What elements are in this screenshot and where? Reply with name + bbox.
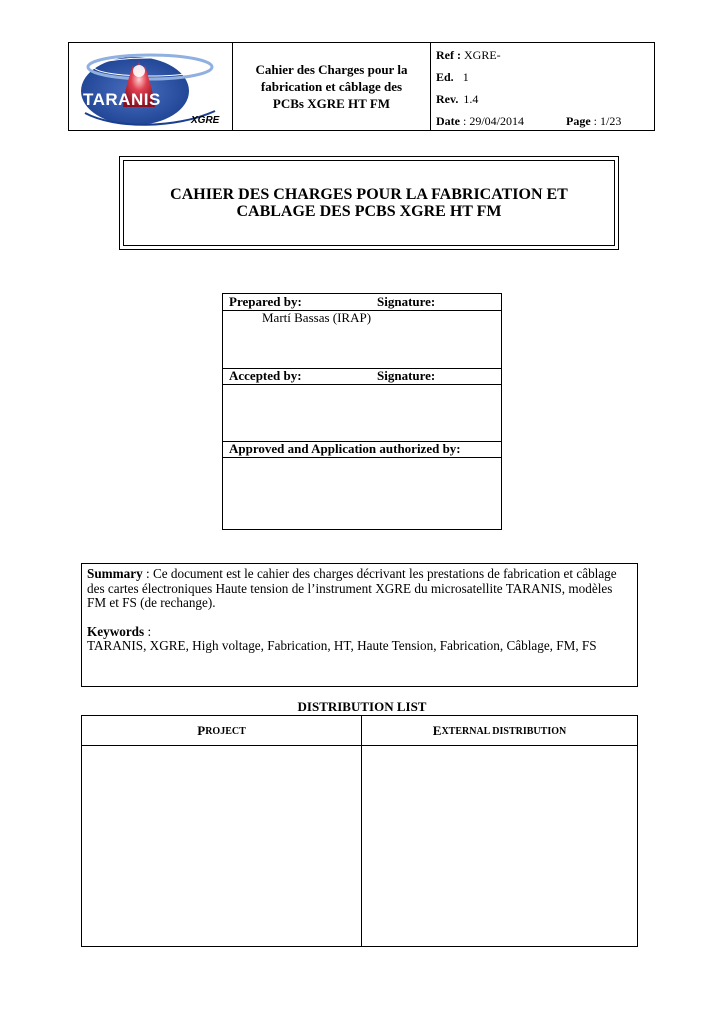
column-divider bbox=[361, 716, 362, 946]
header-meta bbox=[431, 43, 654, 130]
document-title-line1: CAHIER DES CHARGES POUR LA FABRICATION ET bbox=[170, 186, 568, 203]
keywords-separator: : bbox=[144, 623, 152, 639]
logo-text: TARANIS bbox=[83, 90, 161, 109]
ref-row bbox=[436, 48, 501, 63]
ed-label: Ed. bbox=[436, 70, 454, 84]
project-initial: P bbox=[197, 723, 206, 738]
header-title-line1: Cahier des Charges pour la bbox=[255, 62, 408, 77]
document-title-line2: CABLAGE DES PCBS XGRE HT FM bbox=[236, 203, 502, 220]
header-title-line3: PCBs XGRE HT FM bbox=[272, 96, 391, 111]
keywords-label: Keywords bbox=[87, 623, 145, 639]
rev-value: 1.4 bbox=[463, 92, 479, 106]
ref-value: XGRE- bbox=[463, 48, 501, 62]
summary-paragraph bbox=[87, 567, 632, 611]
external-rest: XTERNAL DISTRIBUTION bbox=[441, 725, 567, 737]
external-initial: E bbox=[432, 723, 442, 738]
approved-label: Approved and Application authorized by: bbox=[229, 441, 461, 456]
spacer bbox=[87, 611, 632, 625]
prepared-by-label: Prepared by: bbox=[229, 294, 302, 309]
page-row bbox=[566, 114, 621, 129]
rev-label: Rev. bbox=[436, 92, 459, 106]
document-header bbox=[68, 42, 655, 131]
document-title-box bbox=[119, 156, 619, 250]
signature-label: Signature: bbox=[377, 294, 436, 309]
prepared-by-name: Martí Bassas (IRAP) bbox=[262, 310, 372, 325]
header-title-line2: fabrication et câblage des bbox=[260, 79, 403, 94]
signature-label: Signature: bbox=[377, 368, 436, 383]
date-row bbox=[436, 114, 524, 129]
ed-row bbox=[436, 70, 469, 85]
header-title bbox=[233, 43, 431, 130]
keywords-heading bbox=[87, 625, 632, 640]
distribution-title: DISTRIBUTION LIST bbox=[297, 699, 427, 714]
page-label: Page bbox=[566, 114, 591, 128]
date-label: Date bbox=[436, 114, 460, 128]
signature-table bbox=[222, 293, 502, 530]
summary-text: : Ce document est le cahier des charges décrivant les prestations de fabrication et câblage des cartes électroniques Haute tension de l’instrument XGRE du microsatellite TARANIS, modèles FM et FS (de rechange). bbox=[87, 566, 617, 610]
external-column-header bbox=[362, 716, 637, 746]
keywords-text: TARANIS, XGRE, High voltage, Fabrication, HT, Haute Tension, Fabrication, Câblage, FM, FS bbox=[87, 638, 597, 653]
summary-label: Summary bbox=[87, 566, 143, 581]
date-value: : 29/04/2014 bbox=[463, 114, 525, 128]
document-title bbox=[123, 160, 615, 246]
signature-divider bbox=[223, 384, 501, 385]
logo-cell bbox=[69, 43, 233, 130]
summary-box bbox=[81, 563, 638, 687]
rev-row bbox=[436, 92, 478, 107]
logo-subtext: XGRE bbox=[191, 115, 220, 126]
page-value: : 1/23 bbox=[593, 114, 622, 128]
ref-label: Ref : bbox=[436, 48, 461, 62]
signature-divider bbox=[223, 457, 501, 458]
project-rest: ROJECT bbox=[205, 725, 246, 737]
ed-value: 1 bbox=[462, 70, 469, 84]
project-column-header bbox=[82, 716, 361, 746]
accepted-by-label: Accepted by: bbox=[229, 368, 302, 383]
distribution-table bbox=[81, 715, 638, 947]
